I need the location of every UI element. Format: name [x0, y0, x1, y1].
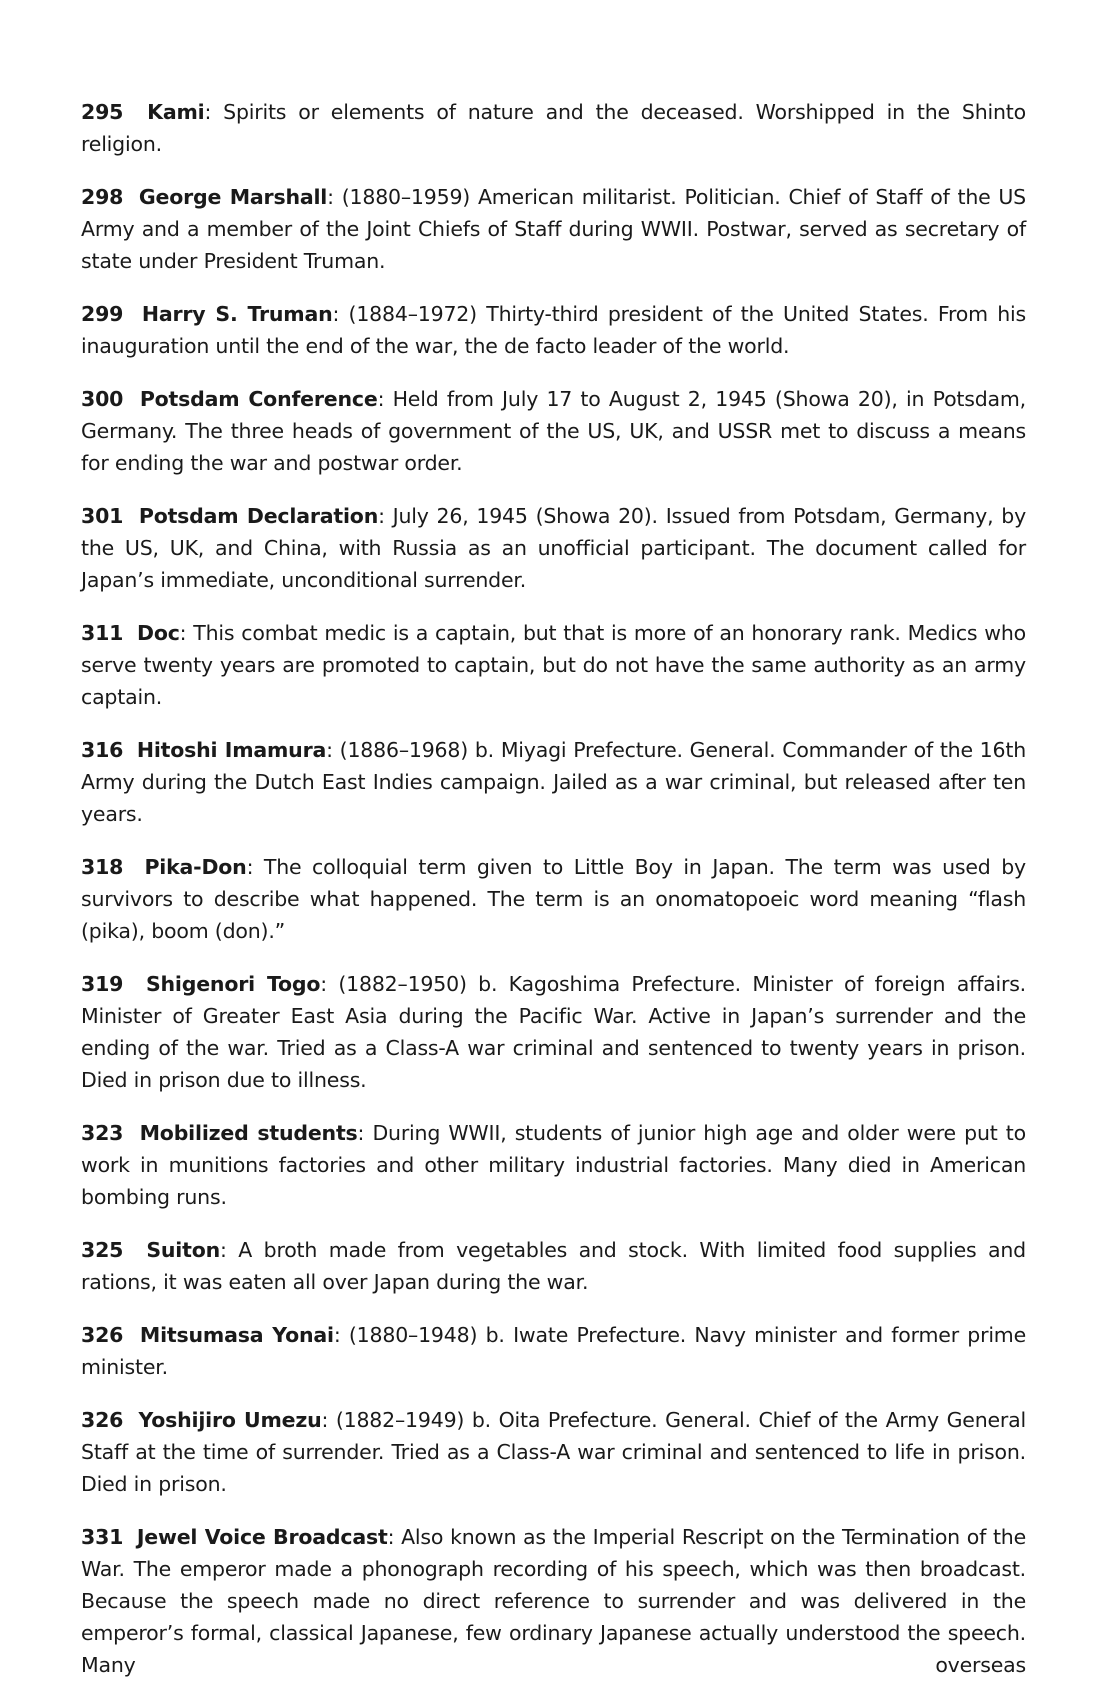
note-term: Shigenori Togo [145, 972, 321, 996]
note-term: Hitoshi Imamura [136, 738, 327, 762]
note-text: (1886–1968) b. Miyagi Prefecture. General. Commander of the 16th Army during the Dutch East Indies campaign. Jailed as a war criminal, but released after ten years. [81, 738, 1026, 826]
note-page-number: 319 [81, 972, 124, 996]
note-page-number: 298 [81, 185, 124, 209]
note-term: Doc [137, 621, 180, 645]
note-term: Mitsumasa Yonai [139, 1323, 334, 1347]
note-text: (1882–1950) b. Kagoshima Prefecture. Minister of foreign affairs. Minister of Greater East Asia during the Pacific War. Active in Japan’s surrender and the ending of the war. Tried as a Class-A war criminal and sentenced to twenty years in prison. Died in prison due to illness. [81, 972, 1026, 1092]
note-page-number: 326 [81, 1323, 124, 1347]
note-page-number: 323 [81, 1121, 124, 1145]
note-text: (1884–1972) Thirty-third president of the United States. From his inauguration until the end of the war, the de facto leader of the world. [81, 302, 1026, 358]
note-entry: 301 Potsdam Declaration: July 26, 1945 (Showa 20). Issued from Potsdam, Germany, by the US, UK, and China, with Russia as an unofficial participant. The document called for Japan’s immediate, unconditional surrender. [81, 504, 1026, 592]
note-page-number: 295 [81, 100, 124, 124]
note-entry: 323 Mobilized students: During WWII, students of junior high age and older were put to work in munitions factories and other military industrial factories. Many died in American bombing runs. [81, 1121, 1026, 1209]
note-text: This combat medic is a captain, but that is more of an honorary rank. Medics who serve twenty years are promoted to captain, but do not have the same authority as an army captain. [81, 621, 1026, 709]
note-text: A broth made from vegetables and stock. With limited food supplies and rations, it was eaten all over Japan during the war. [81, 1238, 1026, 1294]
note-entry: 318 Pika-Don: The colloquial term given to Little Boy in Japan. The term was used by survivors to describe what happened. The term is an onomatopoeic word meaning “flash (pika), boom (don).” [81, 855, 1026, 943]
note-page-number: 326 [81, 1408, 124, 1432]
note-entry: 325 Suiton: A broth made from vegetables and stock. With limited food supplies and rations, it was eaten all over Japan during the war. [81, 1238, 1026, 1294]
note-entry: 298 George Marshall: (1880–1959) American militarist. Politician. Chief of Staff of the US Army and a member of the Joint Chiefs of Staff during WWII. Postwar, served as secretary of state under President Truman. [81, 185, 1026, 273]
note-term: Mobilized students [139, 1121, 358, 1145]
note-term: Potsdam Declaration [138, 504, 379, 528]
note-text: Spirits or elements of nature and the deceased. Worshipped in the Shinto religion. [81, 100, 1026, 156]
note-text: Also known as the Imperial Rescript on the Termination of the War. The emperor made a phonograph recording of his speech, which was then broadcast. Because the speech made no direct reference to surrender and was delivered in the emperor’s formal, classical Japanese, few ordinary Japanese actually understood the speech. Many overseas [81, 1525, 1026, 1677]
note-page-number: 301 [81, 504, 124, 528]
note-text: (1882–1949) b. Oita Prefecture. General. Chief of the Army General Staff at the time of surrender. Tried as a Class-A war criminal and sentenced to life in prison. Died in prison. [81, 1408, 1026, 1496]
glossary-notes [81, 96, 1026, 1702]
note-entry: 311 Doc: This combat medic is a captain, but that is more of an honorary rank. Medics who serve twenty years are promoted to captain, but do not have the same authority as an army captain. [81, 621, 1026, 709]
note-term: George Marshall [138, 185, 328, 209]
note-text: The colloquial term given to Little Boy in Japan. The term was used by survivors to describe what happened. The term is an onomatopoeic word meaning “flash (pika), boom (don).” [81, 855, 1026, 943]
note-entry: 326 Mitsumasa Yonai: (1880–1948) b. Iwate Prefecture. Navy minister and former prime minister. [81, 1323, 1026, 1379]
note-text: During WWII, students of junior high age and older were put to work in munitions factories and other military industrial factories. Many died in American bombing runs. [81, 1121, 1026, 1209]
note-page-number: 325 [81, 1238, 124, 1262]
note-entry: 299 Harry S. Truman: (1884–1972) Thirty-third president of the United States. From his inauguration until the end of the war, the de facto leader of the world. [81, 302, 1026, 358]
note-page-number: 331 [81, 1525, 124, 1549]
note-page-number: 318 [81, 855, 124, 879]
note-page-number: 299 [81, 302, 124, 326]
note-term: Pika-Don [144, 855, 247, 879]
note-term: Kami [147, 100, 205, 124]
note-entry: 300 Potsdam Conference: Held from July 17 to August 2, 1945 (Showa 20), in Potsdam, Germany. The three heads of government of the US, UK, and USSR met to discuss a means for ending the war and postwar order. [81, 387, 1026, 475]
note-term: Yoshijiro Umezu [138, 1408, 322, 1432]
note-page-number: 311 [81, 621, 124, 645]
note-term: Potsdam Conference [139, 387, 378, 411]
note-term: Jewel Voice Broadcast [136, 1525, 388, 1549]
note-text: Held from July 17 to August 2, 1945 (Showa 20), in Potsdam, Germany. The three heads of government of the US, UK, and USSR met to discuss a means for ending the war and postwar order. [81, 387, 1026, 475]
note-term: Harry S. Truman [141, 302, 333, 326]
note-text: (1880–1959) American militarist. Politician. Chief of Staff of the US Army and a member of the Joint Chiefs of Staff during WWII. Postwar, served as secretary of state under President Truman. [81, 185, 1026, 273]
note-entry: 295 Kami: Spirits or elements of nature and the deceased. Worshipped in the Shinto religion. [81, 100, 1026, 156]
note-entry: 326 Yoshijiro Umezu: (1882–1949) b. Oita Prefecture. General. Chief of the Army General Staff at the time of surrender. Tried as a Class-A war criminal and sentenced to life in prison. Died in prison. [81, 1408, 1026, 1496]
note-entry: 331 Jewel Voice Broadcast: Also known as the Imperial Rescript on the Termination of the War. The emperor made a phonograph recording of his speech, which was then broadcast. Because the speech made no direct reference to surrender and was delivered in the emperor’s formal, classical Japanese, few ordinary Japanese actually understood the speech. Many overseas [81, 1525, 1026, 1677]
note-entry: 319 Shigenori Togo: (1882–1950) b. Kagoshima Prefecture. Minister of foreign affairs. Minister of Greater East Asia during the Pacific War. Active in Japan’s surrender and the ending of the war. Tried as a Class-A war criminal and sentenced to twenty years in prison. Died in prison due to illness. [81, 972, 1026, 1092]
note-text: (1880–1948) b. Iwate Prefecture. Navy minister and former prime minister. [81, 1323, 1026, 1379]
note-page-number: 316 [81, 738, 124, 762]
note-text: July 26, 1945 (Showa 20). Issued from Potsdam, Germany, by the US, UK, and China, with Russia as an unofficial participant. The document called for Japan’s immediate, unconditional surrender. [81, 504, 1026, 592]
note-term: Suiton [146, 1238, 220, 1262]
note-entry: 316 Hitoshi Imamura: (1886–1968) b. Miyagi Prefecture. General. Commander of the 16th Army during the Dutch East Indies campaign. Jailed as a war criminal, but released after ten years. [81, 738, 1026, 826]
note-page-number: 300 [81, 387, 124, 411]
